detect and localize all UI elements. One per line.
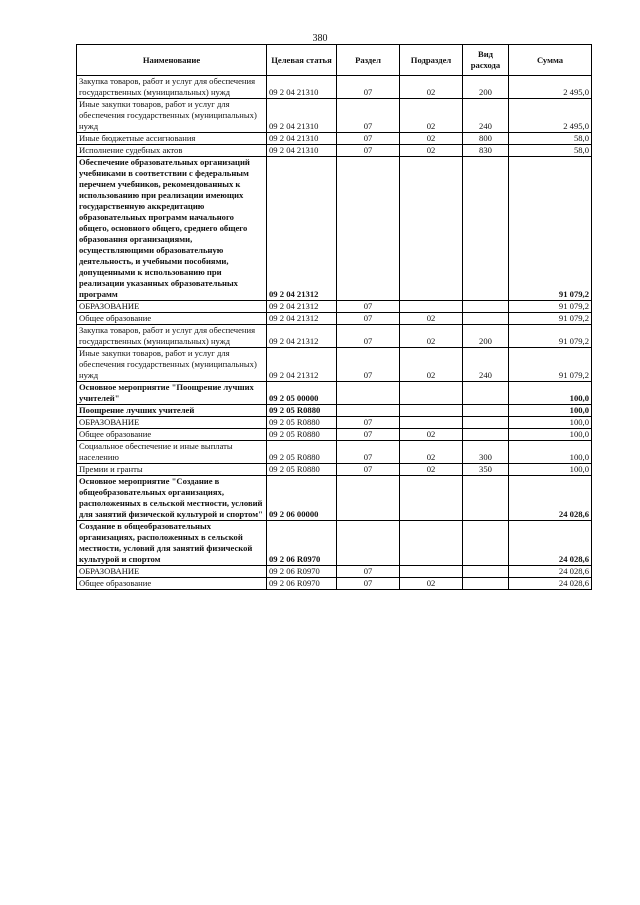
table-row [77,348,592,382]
cell-section [337,157,400,301]
cell-subsection: 02 [400,464,463,476]
cell-amount: 24 028,6 [509,521,592,566]
table-row [77,313,592,325]
cell-expense-type: 830 [463,145,509,157]
cell-name: Иные закупки товаров, работ и услуг для обеспечения государственных (муниципальных) нужд [77,99,267,133]
cell-amount: 58,0 [509,145,592,157]
cell-subsection: 02 [400,99,463,133]
cell-amount: 100,0 [509,417,592,429]
cell-expense-type [463,301,509,313]
table-row [77,382,592,405]
header-section: Раздел [337,45,400,76]
cell-expense-type [463,405,509,417]
cell-expense-type [463,417,509,429]
cell-name: Общее образование [77,429,267,441]
cell-amount: 100,0 [509,429,592,441]
header-row [77,45,592,76]
header-target: Целевая статья [267,45,337,76]
cell-section [337,521,400,566]
cell-section: 07 [337,348,400,382]
cell-section: 07 [337,566,400,578]
cell-section: 07 [337,464,400,476]
cell-section: 07 [337,578,400,590]
header-expense-type: Вид расхода [463,45,509,76]
cell-name: ОБРАЗОВАНИЕ [77,301,267,313]
cell-amount: 24 028,6 [509,476,592,521]
cell-target: 09 2 04 21310 [267,99,337,133]
cell-name: Иные закупки товаров, работ и услуг для обеспечения государственных (муниципальных) нужд [77,348,267,382]
cell-name: Обеспечение образовательных организаций учебниками в соответствии с федеральным перечнем учебников, рекомендованных к использованию при реализации имеющих государственную аккредитацию образовательных программ начального общего, основного общего, среднего общего образования организациями, осуществляющими образовательную деятельность, и учебными пособиями, допущенными к использованию при реализации указанных образовательных программ [77,157,267,301]
cell-section: 07 [337,429,400,441]
cell-subsection [400,405,463,417]
cell-expense-type: 200 [463,325,509,348]
cell-subsection: 02 [400,133,463,145]
table-row [77,301,592,313]
cell-section [337,405,400,417]
table-body [77,76,592,590]
cell-target: 09 2 04 21312 [267,157,337,301]
table-row [77,405,592,417]
cell-subsection [400,476,463,521]
cell-name: Закупка товаров, работ и услуг для обеспечения государственных (муниципальных) нужд [77,76,267,99]
cell-name: Основное мероприятие "Создание в общеобразовательных организациях, расположенных в сельской местности, условий для занятий физической культурой и спортом" [77,476,267,521]
cell-section: 07 [337,441,400,464]
cell-subsection: 02 [400,313,463,325]
table-row [77,417,592,429]
cell-name: Общее образование [77,313,267,325]
cell-subsection: 02 [400,441,463,464]
table-row [77,464,592,476]
cell-expense-type [463,429,509,441]
cell-section: 07 [337,417,400,429]
cell-name: Социальное обеспечение и иные выплаты населению [77,441,267,464]
cell-amount: 91 079,2 [509,313,592,325]
cell-amount: 2 495,0 [509,76,592,99]
cell-target: 09 2 06 R0970 [267,578,337,590]
cell-amount: 100,0 [509,441,592,464]
cell-amount: 58,0 [509,133,592,145]
cell-target: 09 2 05 R0880 [267,441,337,464]
table-row [77,145,592,157]
cell-expense-type: 350 [463,464,509,476]
cell-section: 07 [337,133,400,145]
cell-name: Поощрение лучших учителей [77,405,267,417]
cell-target: 09 2 06 R0970 [267,521,337,566]
cell-section: 07 [337,313,400,325]
cell-section: 07 [337,325,400,348]
cell-expense-type [463,578,509,590]
cell-subsection: 02 [400,325,463,348]
cell-target: 09 2 05 00000 [267,382,337,405]
cell-name: Создание в общеобразовательных организациях, расположенных в сельской местности, условий для занятий физической культурой и спортом [77,521,267,566]
cell-section [337,476,400,521]
cell-amount: 91 079,2 [509,348,592,382]
cell-expense-type [463,521,509,566]
cell-target: 09 2 04 21310 [267,133,337,145]
cell-subsection [400,417,463,429]
cell-section: 07 [337,99,400,133]
cell-amount: 91 079,2 [509,301,592,313]
table-row [77,99,592,133]
header-name: Наименование [77,45,267,76]
cell-name: Закупка товаров, работ и услуг для обеспечения государственных (муниципальных) нужд [77,325,267,348]
table-row [77,429,592,441]
cell-target: 09 2 05 R0880 [267,464,337,476]
cell-subsection [400,301,463,313]
budget-table [76,44,592,590]
cell-target: 09 2 04 21312 [267,301,337,313]
cell-amount: 91 079,2 [509,325,592,348]
cell-expense-type [463,157,509,301]
cell-target: 09 2 06 R0970 [267,566,337,578]
table-row [77,325,592,348]
cell-target: 09 2 04 21310 [267,76,337,99]
cell-expense-type: 200 [463,76,509,99]
cell-target: 09 2 06 00000 [267,476,337,521]
cell-subsection: 02 [400,429,463,441]
cell-section: 07 [337,76,400,99]
header-subsection: Подраздел [400,45,463,76]
cell-name: ОБРАЗОВАНИЕ [77,566,267,578]
header-amount: Сумма [509,45,592,76]
cell-target: 09 2 05 R0880 [267,429,337,441]
cell-amount: 100,0 [509,405,592,417]
cell-expense-type [463,566,509,578]
cell-subsection [400,382,463,405]
table-row [77,476,592,521]
cell-section: 07 [337,145,400,157]
cell-subsection: 02 [400,76,463,99]
page-number: 380 [312,33,328,44]
cell-expense-type: 300 [463,441,509,464]
cell-amount: 24 028,6 [509,578,592,590]
cell-name: Иные бюджетные ассигнования [77,133,267,145]
cell-target: 09 2 05 R0880 [267,417,337,429]
cell-expense-type: 240 [463,348,509,382]
cell-expense-type [463,476,509,521]
cell-amount: 100,0 [509,464,592,476]
cell-target: 09 2 04 21310 [267,145,337,157]
cell-subsection [400,157,463,301]
cell-target: 09 2 04 21312 [267,313,337,325]
cell-name: ОБРАЗОВАНИЕ [77,417,267,429]
cell-subsection: 02 [400,145,463,157]
cell-expense-type: 240 [463,99,509,133]
cell-subsection: 02 [400,348,463,382]
cell-section: 07 [337,301,400,313]
cell-amount: 24 028,6 [509,566,592,578]
cell-subsection [400,521,463,566]
cell-target: 09 2 04 21312 [267,325,337,348]
cell-amount: 100,0 [509,382,592,405]
cell-target: 09 2 05 R0880 [267,405,337,417]
table-row [77,157,592,301]
table-row [77,76,592,99]
cell-section [337,382,400,405]
cell-target: 09 2 04 21312 [267,348,337,382]
cell-expense-type [463,382,509,405]
cell-name: Исполнение судебных актов [77,145,267,157]
cell-expense-type [463,313,509,325]
table-row [77,441,592,464]
table-row [77,578,592,590]
cell-expense-type: 800 [463,133,509,145]
cell-subsection [400,566,463,578]
table-row [77,521,592,566]
table-row [77,133,592,145]
cell-name: Премии и гранты [77,464,267,476]
cell-name: Общее образование [77,578,267,590]
cell-amount: 2 495,0 [509,99,592,133]
cell-subsection: 02 [400,578,463,590]
cell-name: Основное мероприятие "Поощрение лучших учителей" [77,382,267,405]
table-row [77,566,592,578]
cell-amount: 91 079,2 [509,157,592,301]
